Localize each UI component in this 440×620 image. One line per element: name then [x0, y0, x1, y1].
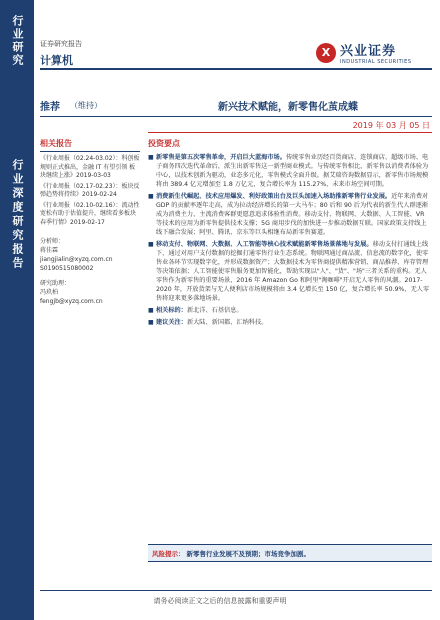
- risk-box: [148, 544, 432, 562]
- key-point: [148, 306, 432, 315]
- bullet-icon: ■: [148, 241, 154, 248]
- assistant-email[interactable]: fengjb@xyzq.com.cn: [40, 298, 103, 305]
- bullet-icon: ■: [148, 154, 154, 161]
- key-points-title: 投资要点: [148, 139, 180, 148]
- footer-divider: [40, 590, 432, 591]
- analyst-title: 分析师：: [40, 238, 65, 245]
- key-point-heading: 新零售是第五次零售革命，开启巨大蓝海市场。: [156, 154, 286, 161]
- key-point-text: 传统零售业历经百货商店、连锁商店、超级市场、电子商务四次迭代革命后，派生出新零售这一新型商业模式。与传统零售相比，新零售以消费者体验为中心，以技术创新为驱动，业态多元化，零售模式全面升级。据艾瑞咨询数据显示，新零售市场规模将由 389.4 亿元增加至 1.8 万亿元，复合增长率为 115.27%，未来市场空间可期。: [156, 154, 429, 188]
- rating-status: （维持）: [70, 100, 102, 110]
- key-point-heading: 移动支付、物联网、大数据、人工智能等核心技术赋能新零售场景落地与发展。: [156, 241, 373, 248]
- analyst-name: 蒋佳霖: [40, 247, 59, 254]
- rating-label: 推荐: [40, 101, 60, 113]
- title-divider: [40, 116, 432, 117]
- logo-icon: X: [316, 43, 336, 63]
- key-point-text: 移动支付打通线上线下，通过对用户支付数据的挖掘打通零售行业生态系统。物联网通过商品流、信息流的数字化，使零售业各环节实现数字化，并形成数据资产；大数据技术为零售商提供精准营销、商品推荐、库存管理等决策依据；人工智能使零售服务更加智能化，帮助实现以"人"、"货"、"场"三者关系的重构。无人零售作为新零售的重要场景，2016 年 Amazon Go 和阿里"淘咖啡"开启无人零售的风潮。2017-2020 年，开放货架与无人便利店市场规模将由 3.4 亿增长至 150 亿，复合增长率 50.9%，无人零售将迎来更多落地场景。: [156, 241, 430, 302]
- key-point-text: 近年来消费对 GDP 的贡献率逐年走高，成为拉动经济增长的第一大马车；80 后和 90 后为代表的新生代人群逐渐成为消费主力，主流消费客群更愿意追求体验性消费。移动支付、物联网、大数据、人工智能、VR 等技术的应用为新零售提供技术支撑；5G 商用步伐的加快进一步推动数据互联。国家政策支持线上线下融合发展；阿里、腾讯、京东等巨头相继布局新零售赛道。: [156, 193, 429, 236]
- sidebar-bottom-label: 行业深度研究报告: [11, 159, 24, 271]
- report-type: 证券研究报告: [40, 40, 82, 48]
- key-point: [148, 153, 432, 189]
- analyst-email[interactable]: jiangjialin@xyzq.com.cn: [40, 256, 113, 263]
- report-date: 2019 年 03 月 05 日: [352, 121, 430, 130]
- date-divider: [148, 132, 432, 133]
- risk-label: 风险提示：: [152, 549, 185, 558]
- key-point-heading: 建议关注：: [156, 319, 187, 326]
- key-point-heading: 消费新生代崛起、技术应用爆发、利好政策出台及巨头加速入场助推新零售行业发展。: [156, 193, 392, 200]
- report-title: 新兴技术赋能，新零售化茧成蝶: [218, 102, 358, 113]
- assistant-title: 研究助理：: [40, 280, 71, 287]
- key-point: [148, 192, 432, 237]
- header-divider: [40, 68, 432, 70]
- logo-en: INDUSTRIAL SECURITIES: [340, 59, 412, 65]
- bullet-icon: ■: [148, 307, 154, 314]
- sidebar: [0, 0, 34, 620]
- sidebar-top-label: 行业研究: [11, 15, 24, 67]
- key-point-text: 新大陆、新国都、汇纳科技。: [186, 319, 268, 326]
- logo-cn: 兴业证券: [340, 44, 397, 59]
- bullet-icon: ■: [148, 319, 154, 326]
- right-column: [148, 138, 432, 330]
- related-report[interactable]: 《行业周报（02.17-02.23）：板块反弹趋势将持续》2019-02-24: [40, 182, 140, 198]
- footer-disclaimer: 请务必阅读正文之后的信息披露和重要声明: [153, 597, 287, 605]
- related-report[interactable]: 《行业周报（02.24-03.02）：科创板规则正式推出，金融 IT 有望引领 板块继续上涨》2019-03-03: [40, 155, 140, 179]
- company-logo: [316, 40, 412, 65]
- bullet-icon: ■: [148, 193, 154, 200]
- analyst-cert: S0190515080002: [40, 265, 94, 272]
- assistant-name: 冯玖柏: [40, 289, 59, 296]
- left-column: [40, 138, 140, 306]
- key-point: [148, 240, 432, 303]
- key-point: [148, 318, 432, 327]
- risk-text: 新零售行业发展不及预期；市场竞争加剧。: [186, 549, 310, 558]
- industry-name: 计算机: [40, 54, 73, 67]
- related-report[interactable]: 《行业周报（02.10-02.16）：流动性宽松有助于估值提升，继续看多板块春季行情》2019-02-17: [40, 201, 140, 226]
- key-point-text: 新北洋、石基信息。: [186, 307, 243, 314]
- key-point-heading: 相关标的：: [156, 307, 187, 314]
- related-title: 相关报告: [40, 138, 140, 152]
